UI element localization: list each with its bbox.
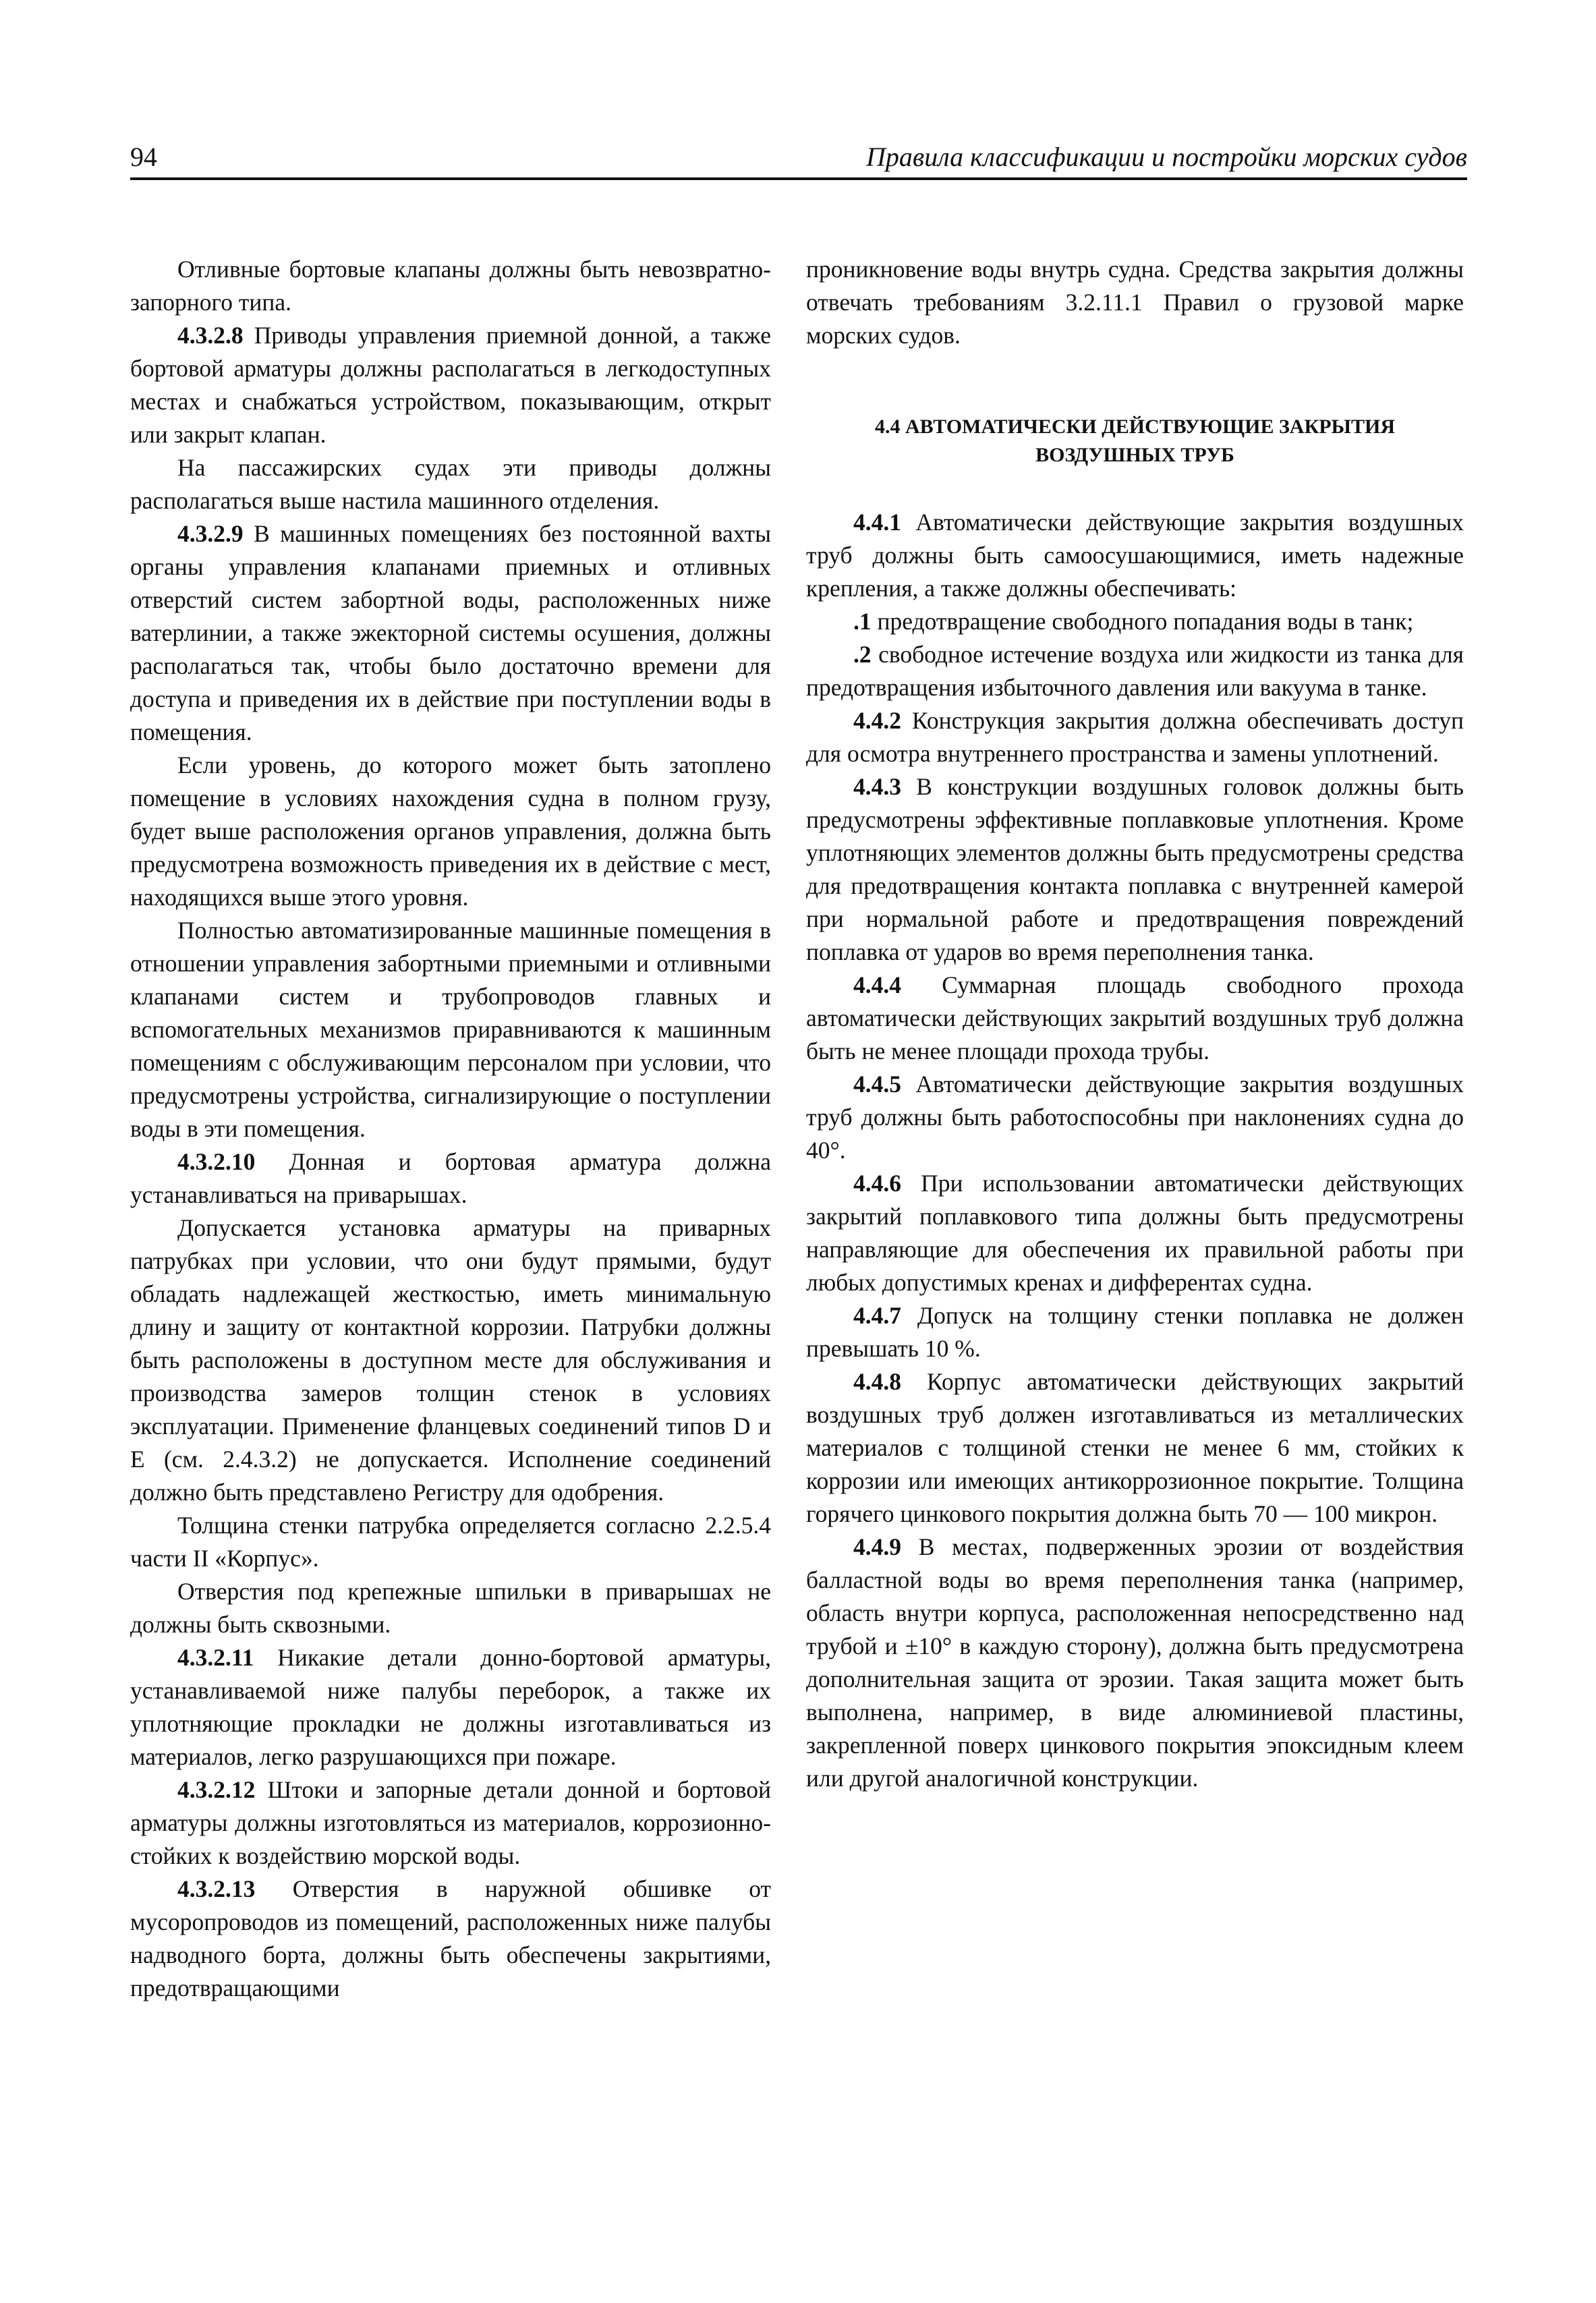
paragraph-text: Суммарная площадь свободного прохода автоматически действующих закрытий воздушных труб должна быть не менее площади прохода трубы. <box>806 971 1464 1064</box>
paragraph-4-3-2-10 <box>130 1145 771 1212</box>
paragraph-4-4-7 <box>806 1299 1464 1365</box>
right-column <box>806 253 1464 1795</box>
paragraph <box>130 749 771 914</box>
paragraph-text: Полностью автоматизированные машинные помещения в отношении управления забортными приемными и отливными клапанами систем и трубопроводов главных и вспомогательных механизмов приравниваются к машинным помещениям с обслуживающим персоналом при условии, что предусмотрены устройства, сигнализирующие о поступлении воды в эти помещения. <box>130 917 771 1142</box>
paragraph <box>130 1212 771 1509</box>
paragraph-text: Приводы управления приемной донной, а также бортовой арматуры должны располагаться в легкодоступных местах и снабжаться устройством, показывающим, открыт или закрыт клапан. <box>130 322 771 448</box>
clause-number: 4.4.5 <box>853 1071 901 1098</box>
paragraph-text: Допуск на толщину стенки поплавка не должен превышать 10 %. <box>806 1302 1464 1362</box>
clause-number: 4.3.2.9 <box>177 520 244 547</box>
paragraph-text: В конструкции воздушных головок должны быть предусмотрены эффективные поплавковые уплотнения. Кроме уплотняющих элементов должны быть предусмотрены средства для предотвращения контакта поплавка с внутренней камерой при нормальной работе и предотвращения повреждений поплавка от ударов во время переполнения танка. <box>806 773 1464 965</box>
paragraph-text: Толщина стенки патрубка определяется согласно 2.2.5.4 части II «Корпус». <box>130 1512 771 1572</box>
paragraph-text: На пассажирских судах эти приводы должны располагаться выше настила машинного отделения. <box>130 454 771 514</box>
paragraph-text: Конструкция закрытия должна обеспечивать доступ для осмотра внутреннего пространства и замены уплотнений. <box>806 707 1464 767</box>
clause-number: 4.3.2.8 <box>177 322 244 349</box>
clause-number: 4.3.2.12 <box>177 1776 256 1803</box>
paragraph-4-4-2 <box>806 704 1464 770</box>
paragraph-text: проникновение воды внутрь судна. Средства закрытия должны отвечать требованиям 3.2.11.1 Правил о грузовой марке морских судов. <box>806 256 1464 349</box>
paragraph-text: Если уровень, до которого может быть затоплено помещение в условиях нахождения судна в полном грузу, будет выше расположения органов управления, должна быть предусмотрена возможность приведения их в действие с мест, находящихся выше этого уровня. <box>130 751 771 911</box>
paragraph-text: Никакие детали донно-бортовой арматуры, устанавливаемой ниже палубы переборок, а также их уплотняющие прокладки не должны изготавливаться из материалов, легко разрушающихся при пожаре. <box>130 1644 771 1770</box>
paragraph-4-3-2-9 <box>130 517 771 749</box>
paragraph-4-3-2-11 <box>130 1641 771 1773</box>
paragraph-text: Отливные бортовые клапаны должны быть невозвратно-запорного типа. <box>130 256 771 316</box>
paragraph-text: Донная и бортовая арматура должна устанавливаться на приварышах. <box>130 1148 771 1208</box>
clause-number: 4.4.7 <box>853 1302 901 1329</box>
list-number: .2 <box>853 641 872 668</box>
clause-number: 4.4.8 <box>853 1368 901 1395</box>
header-rule <box>130 177 1467 180</box>
paragraph-4-4-6 <box>806 1167 1464 1299</box>
clause-number: 4.4.9 <box>853 1533 901 1560</box>
paragraph-4-3-2-13 <box>130 1873 771 2005</box>
list-item-2 <box>806 638 1464 704</box>
paragraph-4-4-4 <box>806 969 1464 1068</box>
left-column <box>130 253 771 2005</box>
clause-number: 4.4.3 <box>853 773 901 800</box>
clause-number: 4.4.1 <box>853 509 901 536</box>
page-header <box>130 138 1467 179</box>
clause-number: 4.3.2.10 <box>177 1148 256 1175</box>
paragraph-text: Отверстия в наружной обшивке от мусоропроводов из помещений, расположенных ниже палубы надводного борта, должны быть обеспечены закрытиями, предотвращающими <box>130 1875 771 2001</box>
paragraph-text: В местах, подверженных эрозии от воздействия балластной воды во время переполнения танка (например, область внутри корпуса, расположенная непосредственно над трубой и ±10° в каждую сторону), должна быть предусмотрена дополнительная защита от эрозии. Такая защита может быть выполнена, например, в виде алюминиевой пластины, закрепленной поверх цинкового покрытия эпоксидным клеем или другой аналогичной конструкции. <box>806 1533 1464 1792</box>
page-number: 94 <box>130 142 157 172</box>
paragraph-4-4-3 <box>806 770 1464 969</box>
section-heading-line: ВОЗДУШНЫХ ТРУБ <box>1035 444 1234 466</box>
paragraph <box>130 253 771 319</box>
paragraph-text: Штоки и запорные детали донной и бортовой арматуры должны изготовляться из материалов, коррозионно-стойких к воздействию морской воды. <box>130 1776 771 1869</box>
clause-number: 4.3.2.13 <box>177 1875 256 1902</box>
paragraph-4-4-1 <box>806 506 1464 605</box>
paragraph-4-4-9 <box>806 1531 1464 1795</box>
paragraph-4-3-2-12 <box>130 1773 771 1873</box>
clause-number: 4.4.6 <box>853 1170 901 1197</box>
paragraph-text: В машинных помещениях без постоянной вахты органы управления клапанами приемных и отливных отверстий систем забортной воды, расположенных ниже ватерлинии, а также эжекторной системы осушения, должны располагаться так, чтобы было достаточно времени для доступа и приведения их в действие при поступлении воды в помещения. <box>130 520 771 745</box>
paragraph <box>130 451 771 517</box>
paragraph-text: предотвращение свободного попадания воды в танк; <box>871 608 1414 635</box>
section-heading-line: 4.4 АВТОМАТИЧЕСКИ ДЕЙСТВУЮЩИЕ ЗАКРЫТИЯ <box>874 416 1396 438</box>
running-title: Правила классификации и постройки морских судов <box>865 142 1467 172</box>
clause-number: 4.4.2 <box>853 707 901 734</box>
list-number: .1 <box>853 608 872 635</box>
clause-number: 4.3.2.11 <box>177 1644 254 1671</box>
paragraph-text: Автоматически действующие закрытия воздушных труб должны быть работоспособны при наклонениях судна до 40°. <box>806 1071 1464 1164</box>
paragraph <box>806 253 1464 352</box>
paragraph <box>130 1575 771 1641</box>
paragraph-text: Допускается установка арматуры на приварных патрубках при условии, что они будут прямыми, будут обладать надлежащей жесткостью, иметь минимальную длину и защиту от контактной коррозии. Патрубки должны быть расположены в доступном месте для обслуживания и производства замеров толщин стенок в условиях эксплуатации. Применение фланцевых соединений типов D и E (см. 2.4.3.2) не допускается. Исполнение соединений должно быть представлено Регистру для одобрения. <box>130 1214 771 1506</box>
paragraph-text: Отверстия под крепежные шпильки в приварышах не должны быть сквозными. <box>130 1578 771 1638</box>
paragraph-text: Автоматически действующие закрытия воздушных труб должны быть самоосушающимися, иметь надежные крепления, а также должны обеспечивать: <box>806 509 1464 602</box>
clause-number: 4.4.4 <box>853 971 901 998</box>
paragraph-text: При использовании автоматически действующих закрытий поплавкового типа должны быть предусмотрены направляющие для обеспечения их правильной работы при любых допустимых кренах и дифферентах судна. <box>806 1170 1464 1296</box>
paragraph-4-4-8 <box>806 1365 1464 1531</box>
paragraph-text: свободное истечение воздуха или жидкости из танка для предотвращения избыточного давления или вакуума в танке. <box>806 641 1464 701</box>
paragraph-text: Корпус автоматически действующих закрытий воздушных труб должен изготавливаться из металлических материалов с толщиной стенки не менее 6 мм, стойких к коррозии или имеющих антикоррозионное покрытие. Толщина горячего цинкового покрытия должна быть 70 — 100 микрон. <box>806 1368 1464 1527</box>
paragraph-4-4-5 <box>806 1068 1464 1167</box>
paragraph-4-3-2-8 <box>130 319 771 451</box>
paragraph <box>130 914 771 1145</box>
paragraph <box>130 1509 771 1575</box>
list-item-1 <box>806 605 1464 638</box>
section-heading <box>806 413 1464 470</box>
